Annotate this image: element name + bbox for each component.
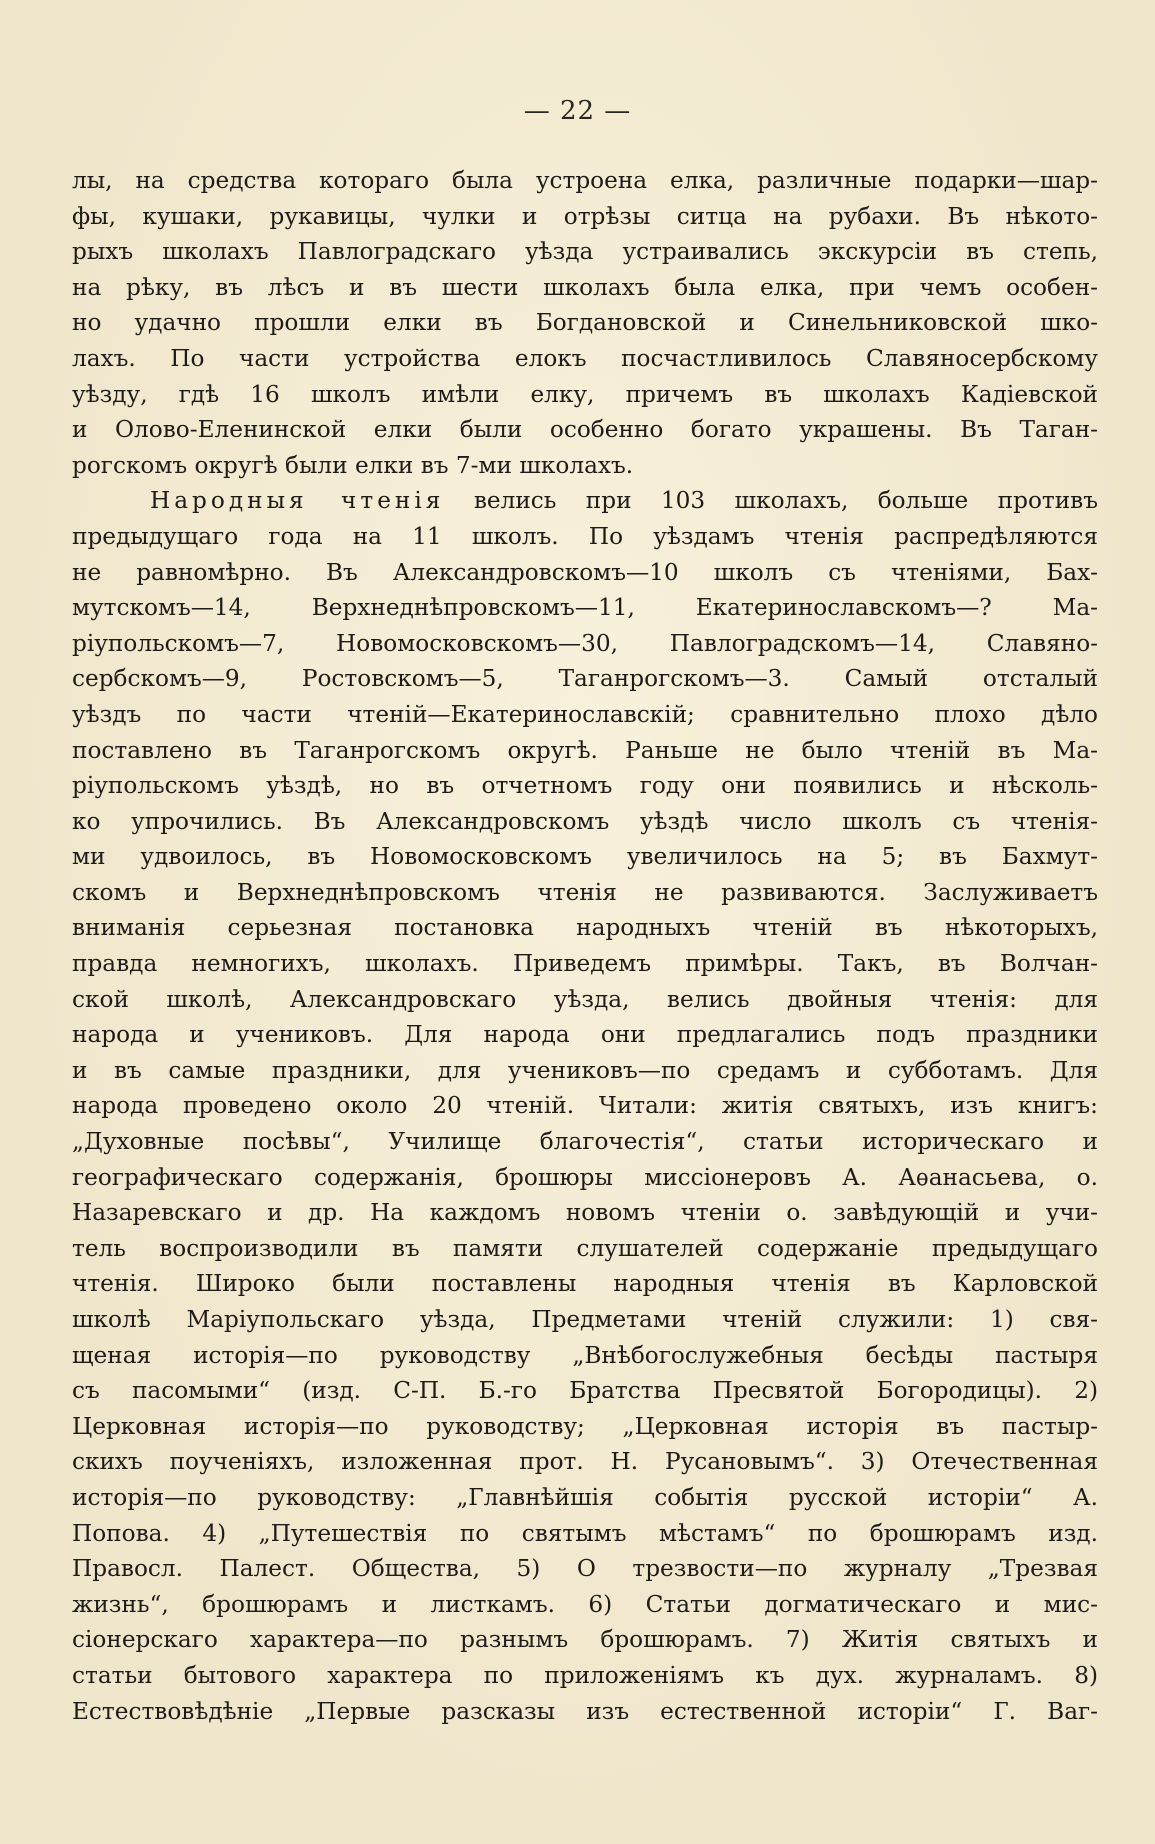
paragraph-lines (72, 519, 1098, 1729)
text-line: фы, кушаки, рукавицы, чулки и отрѣзы ситца на рубахи. Въ нѣкото- (72, 202, 1098, 230)
text-line: предыдущаго года на 11 школъ. По уѣздамъ чтенія распредѣляются (72, 522, 1098, 550)
text-line: но удачно прошли елки въ Богдановской и Синельниковской шко- (72, 309, 1098, 337)
text-line: жизнь“, брошюрамъ и листкамъ. 6) Статьи догматическаго и мис- (72, 1590, 1098, 1618)
text-line: тель воспроизводили въ памяти слушателей содержаніе предыдущаго (72, 1234, 1098, 1262)
text-line: Попова. 4) „Путешествія по святымъ мѣстамъ“ по брошюрамъ изд. (72, 1519, 1098, 1547)
text-line: и Олово-Еленинской елки были особенно богато украшены. Въ Таган- (72, 416, 1098, 444)
text-line: мутскомъ—14, Верхнеднѣпровскомъ—11, Екатеринославскомъ—? Ма- (72, 594, 1098, 622)
text-line: уѣзду, гдѣ 16 школъ имѣли елку, причемъ въ школахъ Кадіевской (72, 380, 1098, 408)
text-line: уѣздъ по части чтеній—Екатеринославскій; сравнительно плохо дѣло (72, 700, 1098, 728)
text-line: рыхъ школахъ Павлоградскаго уѣзда устраивались экскурсіи въ степь, (72, 238, 1098, 266)
text-line: скомъ и Верхнеднѣпровскомъ чтенія не развиваются. Заслуживаетъ (72, 878, 1098, 906)
text-line: чтенія. Широко были поставлены народныя чтенія въ Карловской (72, 1270, 1098, 1298)
text-line: правда немногихъ, школахъ. Приведемъ примѣры. Такъ, въ Волчан- (72, 950, 1098, 978)
text-line: статьи бытового характера по приложеніямъ къ дух. журналамъ. 8) (72, 1661, 1098, 1689)
text-line: щеная исторія—по руководству „Внѣбогослужебныя бесѣды пастыря (72, 1341, 1098, 1369)
text-line: съ пасомыми“ (изд. С-П. Б.-го Братства Пресвятой Богородицы). 2) (72, 1377, 1098, 1405)
text-line: поставлено въ Таганрогскомъ округѣ. Раньше не было чтеній въ Ма- (72, 736, 1098, 764)
text-line: вниманія серьезная постановка народныхъ чтеній въ нѣкоторыхъ, (72, 914, 1098, 942)
body-text (72, 163, 1098, 1729)
text-line: ріупольскомъ уѣздѣ, но въ отчетномъ году они появились и нѣсколь- (72, 772, 1098, 800)
text-line (72, 483, 1098, 519)
text-line: Естествовѣдѣніе „Первые разсказы изъ естественной исторіи“ Г. Ваг- (72, 1697, 1098, 1725)
text-line: народа и учениковъ. Для народа они предлагались подъ праздники (72, 1021, 1098, 1049)
text-line: рогскомъ округѣ были елки въ 7-ми школахъ. (72, 451, 634, 479)
text-line: сіонерскаго характера—по разнымъ брошюрамъ. 7) Житія святыхъ и (72, 1626, 1098, 1654)
section-heading-spaced: Народныя чтенія (150, 487, 445, 515)
text-line: не равномѣрно. Въ Александровскомъ—10 школъ съ чтеніями, Бах- (72, 558, 1098, 586)
text-line: исторія—по руководству: „Главнѣйшія событія русской исторіи“ А. (72, 1483, 1098, 1511)
text-line: и въ самые праздники, для учениковъ—по средамъ и субботамъ. Для (72, 1056, 1098, 1084)
text-line: сербскомъ—9, Ростовскомъ—5, Таганрогскомъ—3. Самый отсталый (72, 665, 1098, 693)
text-line: народа проведено около 20 чтеній. Читали: житія святыхъ, изъ книгъ: (72, 1092, 1098, 1120)
text-line: ко упрочились. Въ Александровскомъ уѣздѣ число школъ съ чтенія- (72, 807, 1098, 835)
text-line: Назаревскаго и др. На каждомъ новомъ чтеніи о. завѣдующій и учи- (72, 1199, 1098, 1227)
text-line: „Духовные посѣвы“, Училище благочестія“, статьи историческаго и (72, 1128, 1098, 1156)
text-line: ской школѣ, Александровскаго уѣзда, велись двойныя чтенія: для (72, 985, 1098, 1013)
text-fragment: велись при 103 школахъ, больше противъ (444, 487, 1098, 515)
text-line: ріупольскомъ—7, Новомосковскомъ—30, Павлоградскомъ—14, Славяно- (72, 629, 1098, 657)
text-line: Церковная исторія—по руководству; „Церковная исторія въ пастыр- (72, 1412, 1098, 1440)
text-line: лахъ. По части устройства елокъ посчастливилось Славяносербскому (72, 344, 1098, 372)
text-line: лы, на средства котораго была устроена елка, различные подарки—шар- (72, 167, 1098, 194)
text-line: ми удвоилось, въ Новомосковскомъ увеличилось на 5; въ Бахмут- (72, 843, 1098, 871)
text-line: на рѣку, въ лѣсъ и въ шести школахъ была елка, при чемъ особен- (72, 273, 1098, 301)
text-line: географическаго содержанія, брошюры миссіонеровъ А. Аѳанасьева, о. (72, 1163, 1098, 1191)
text-line: школѣ Маріупольскаго уѣзда, Предметами чтеній служили: 1) свя- (72, 1306, 1098, 1333)
text-line: Правосл. Палест. Общества, 5) О трезвости—по журналу „Трезвая (72, 1555, 1098, 1583)
paragraph-holidays (72, 163, 1098, 483)
paragraph-readings (72, 483, 1098, 1729)
page-number: — 22 — (523, 96, 632, 126)
text-line: скихъ поученіяхъ, изложенная прот. Н. Русановымъ“. 3) Отечественная (72, 1448, 1098, 1476)
